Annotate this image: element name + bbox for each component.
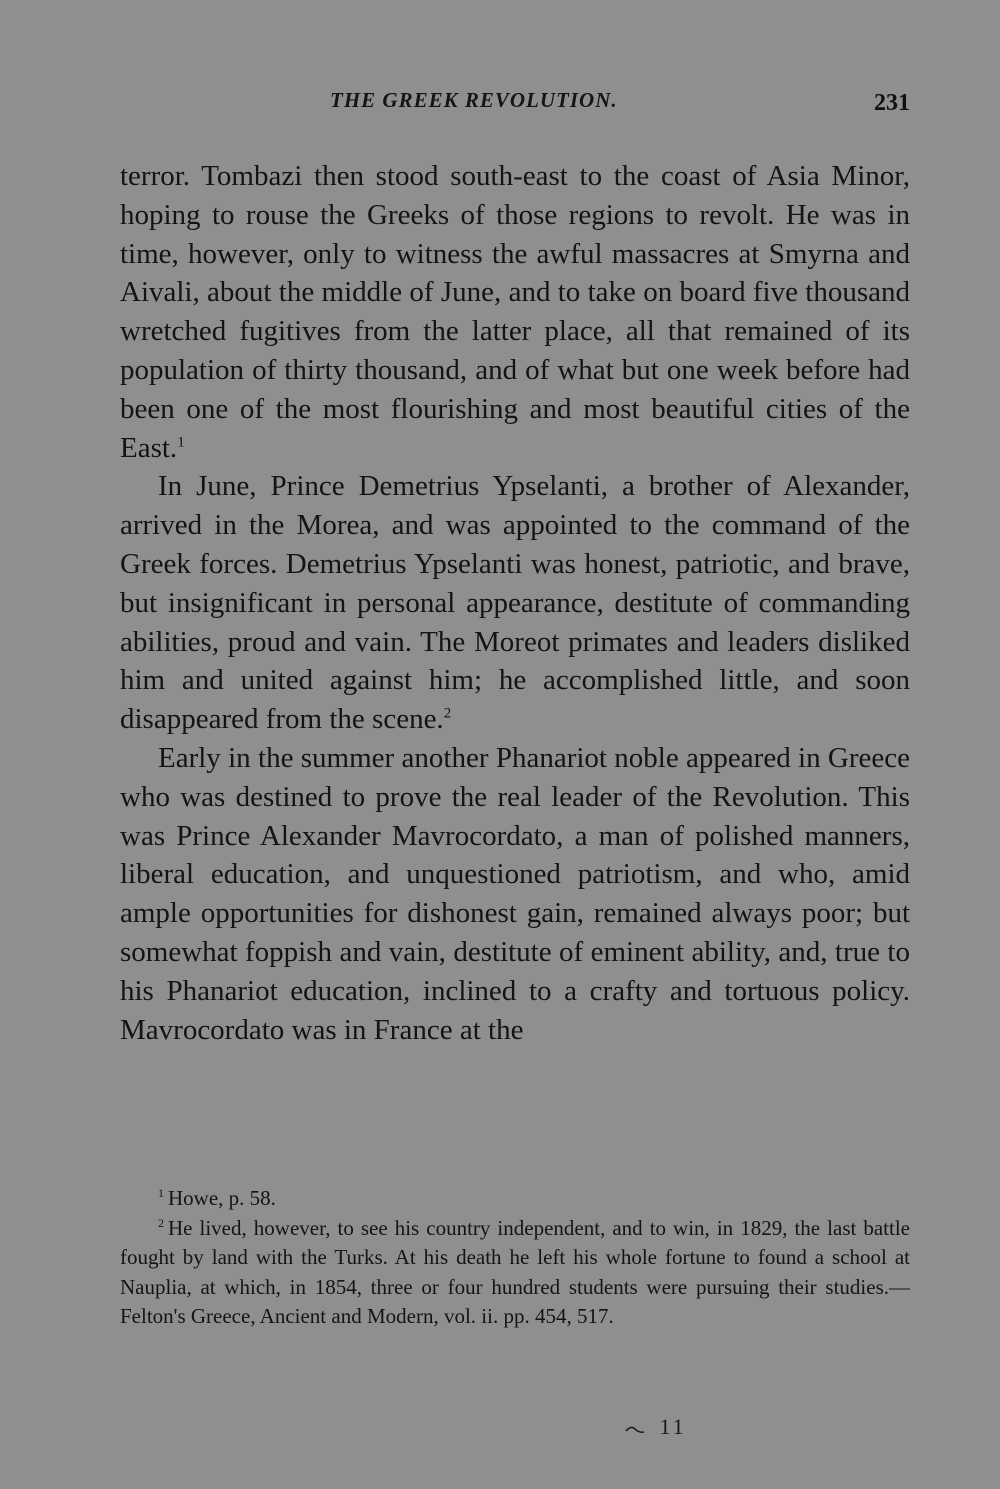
footnote-reference: 2 <box>443 705 452 722</box>
footnote <box>120 1214 910 1332</box>
signature-number: 11 <box>659 1414 687 1439</box>
footnotes <box>120 1184 910 1332</box>
paragraph <box>120 157 910 467</box>
paragraph-text: In June, Prince Demetrius Ypselanti, a brother of Alexander, arrived in the Morea, and was appointed to the command of the Greek forces. Demetrius Ypselanti was honest, patriotic, and brave, but insignificant in personal appearance, destitute of commanding abilities, proud and vain. The Moreot primates and leaders disliked him and united against him; he accomplished little, and soon disappeared from the scene. <box>120 470 910 736</box>
paragraph <box>120 739 910 1049</box>
paragraph-text: Early in the summer another Phanariot noble appeared in Greece who was destined to prove the real leader of the Revolution. This was Prince Alexander Mavrocordato, a man of polished manners, liberal education, and unquestioned patriotism, and who, amid ample opportunities for dishonest gain, remained always poor; but somewhat foppish and vain, destitute of eminent ability, and, true to his Phanariot education, inclined to a crafty and tortuous policy. Mavrocordato was in France at the <box>120 741 910 1046</box>
page-number: 231 <box>874 90 910 116</box>
footnote-text: Howe, p. 58. <box>168 1186 276 1210</box>
running-head: THE GREEK REVOLUTION. <box>330 88 618 112</box>
footnote-text: He lived, however, to see his country independent, and to win, in 1829, the last battle fought by land with the Turks. At his death he left his whole fortune to found a school at Nauplia, at which, in 1854, three or four hundred students were pursuing their studies.—Felton's Greece, Ancient and Modern, vol. ii. pp. 454, 517. <box>120 1215 910 1328</box>
footnote-reference: 1 <box>177 433 185 450</box>
tilde-mark-icon <box>625 1425 645 1433</box>
paragraph <box>120 467 910 739</box>
footnote-mark: 2 <box>158 1215 164 1230</box>
footnote <box>120 1184 910 1214</box>
printer-signature <box>625 1414 687 1440</box>
footnote-mark: 1 <box>158 1186 164 1200</box>
paragraph-text: terror. Tombazi then stood south-east to the coast of Asia Minor, hoping to rouse the Greeks of those regions to revolt. He was in time, however, only to witness the awful massacres at Smyrna and Aivali, about the middle of June, and to take on board five thousand wretched fugitives from the latter place, all that remained of its population of thirty thousand, and of what but one week before had been one of the most flourishing and most beautiful cities of the East. <box>120 160 910 464</box>
body-text <box>120 157 910 1049</box>
page-header <box>120 88 910 122</box>
